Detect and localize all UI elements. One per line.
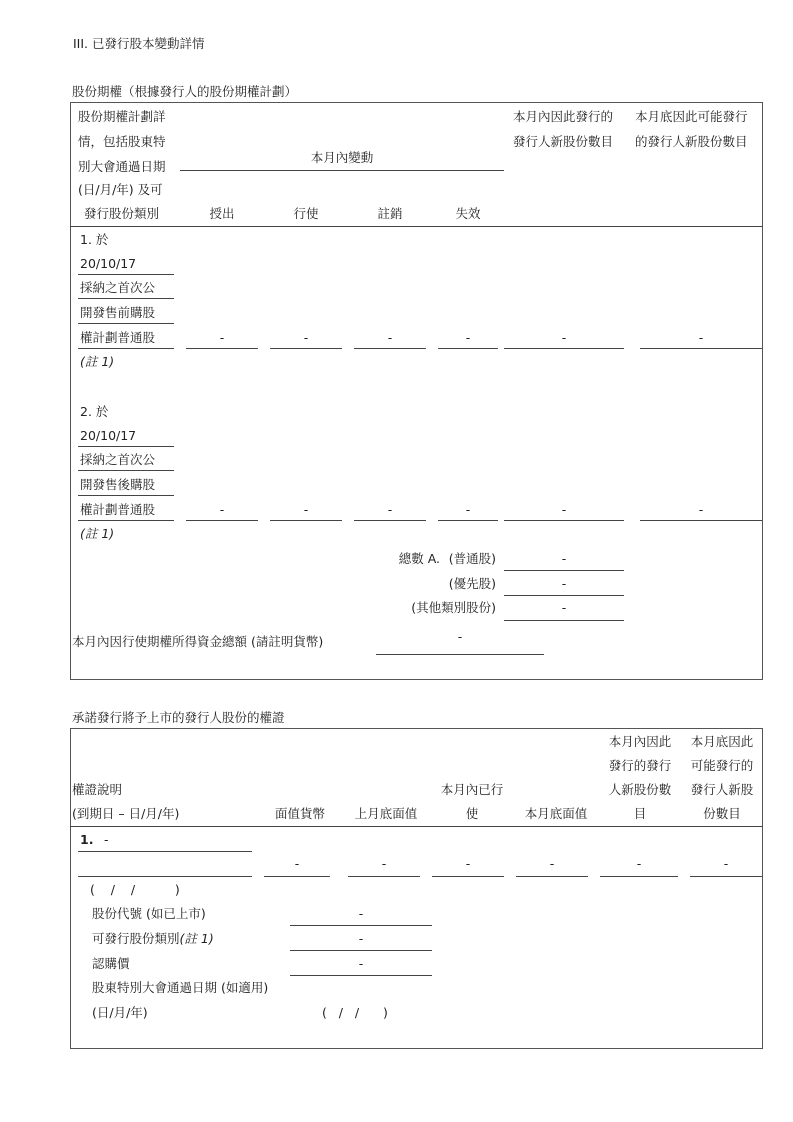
scheme-1-granted: -: [219, 330, 225, 345]
warrants-header-divider: [70, 826, 763, 827]
share-class-note: (註 1): [179, 931, 214, 946]
warrant-desc-header-l2: (到期日 – 日/月/年): [72, 806, 180, 821]
scheme-1-possible-shares-rule: [640, 348, 762, 349]
warrant-1-prev-month: -: [381, 856, 387, 871]
scheme-2-exercised-rule: [270, 520, 342, 521]
proceeds-value: -: [457, 629, 463, 644]
scheme-2-possible-shares: -: [698, 502, 704, 517]
scheme-1-line-3: 採納之首次公: [80, 280, 156, 295]
options-title: 股份期權（根據發行人的股份期權計劃）: [72, 84, 298, 99]
scheme-1-line-1: 1. 於: [80, 232, 109, 247]
share-class-label: 可發行股份類別: [92, 931, 180, 946]
options-col1-header-l5: 發行股份類別: [84, 206, 160, 221]
warrant-currency-header: 面值貨幣: [274, 806, 325, 821]
warrant-1-possible-shares-rule: [690, 876, 762, 877]
warrant-1-name-rule: [78, 851, 252, 852]
warrant-1-number: 1.: [80, 832, 94, 847]
warrant-1-currency-rule: [264, 876, 330, 877]
warrant-1-currency: -: [294, 856, 300, 871]
options-header-divider: [70, 226, 763, 227]
warrant-possible-shares-header-l1: 本月底因此: [690, 734, 754, 749]
scheme-1-exercised-rule: [270, 348, 342, 349]
scheme-2-rule-3: [78, 495, 174, 496]
scheme-2-note: (註 1): [80, 526, 115, 541]
exercised-header: 行使: [293, 206, 319, 221]
scheme-2-cancelled-rule: [354, 520, 426, 521]
scheme-1-rule-1: [78, 274, 174, 275]
warrant-1-exercised: -: [465, 856, 471, 871]
scheme-2-lapsed-rule: [438, 520, 498, 521]
scheme-2-line-1: 2. 於: [80, 404, 109, 419]
subscription-price-label: 認購價: [92, 956, 130, 971]
scheme-1-rule-2: [78, 298, 174, 299]
warrant-1-blank-rule: [78, 876, 252, 877]
totals-label: 總數 A.: [398, 551, 440, 566]
warrant-exercised-header-l2: 使: [465, 806, 479, 821]
warrant-possible-shares-header-l4: 份數目: [703, 806, 741, 821]
proceeds-label: 本月內因行使期權所得資金總額 (請註明貨幣): [72, 634, 324, 649]
warrant-possible-shares-header-l2: 可能發行的: [690, 758, 754, 773]
totals-ordinary-label: (普通股): [448, 551, 496, 566]
totals-other-value: -: [561, 600, 567, 615]
stock-code-value: -: [358, 906, 364, 921]
warrant-new-shares-header-l2: 發行的發行: [608, 758, 672, 773]
scheme-1-cancelled-rule: [354, 348, 426, 349]
scheme-1-possible-shares: -: [698, 330, 704, 345]
warrant-new-shares-header-l1: 本月內因此: [608, 734, 672, 749]
movement-underline: [180, 170, 504, 171]
scheme-1-new-shares: -: [561, 330, 567, 345]
totals-ordinary-rule: [504, 570, 624, 571]
warrant-new-shares-header-l4: 目: [633, 806, 647, 821]
warrant-1-month-end: -: [549, 856, 555, 871]
totals-other-rule: [504, 620, 624, 621]
options-col1-header-l4: (日/月/年) 及可: [78, 182, 163, 197]
totals-preference-rule: [504, 595, 624, 596]
lapsed-header: 失效: [455, 206, 481, 221]
egm-date-value: ( / / ): [322, 1005, 388, 1020]
warrant-1-exercised-rule: [432, 876, 504, 877]
stock-code-rule: [290, 925, 432, 926]
granted-header: 授出: [209, 206, 235, 221]
warrant-1-new-shares-rule: [600, 876, 678, 877]
totals-other-label: (其他類別股份): [411, 600, 496, 615]
egm-date-format: (日/月/年): [92, 1005, 148, 1020]
warrant-1-expiry: ( / / ): [90, 882, 180, 897]
possible-shares-header-l2: 的發行人新股份數目: [635, 134, 748, 149]
totals-preference-label: (優先股): [448, 576, 496, 591]
scheme-2-line-5: 權計劃普通股: [80, 502, 156, 517]
section-title: III. 已發行股本變動詳情: [73, 36, 205, 51]
scheme-1-new-shares-rule: [504, 348, 624, 349]
cancelled-header: 註銷: [377, 206, 403, 221]
scheme-1-line-2: 20/10/17: [80, 256, 137, 271]
totals-preference-value: -: [561, 576, 567, 591]
share-class-label-group: [92, 931, 214, 947]
scheme-2-lapsed: -: [465, 502, 471, 517]
movement-header: 本月內變動: [310, 150, 374, 165]
share-class-value: -: [358, 931, 364, 946]
scheme-2-cancelled: -: [387, 502, 393, 517]
scheme-2-line-4: 開發售後購股: [80, 477, 156, 492]
warrant-possible-shares-header-l3: 發行人新股: [690, 782, 754, 797]
scheme-1-cancelled: -: [387, 330, 393, 345]
scheme-1-rule-4: [78, 348, 174, 349]
options-table: [70, 102, 763, 680]
scheme-2-line-2: 20/10/17: [80, 428, 137, 443]
scheme-1-granted-rule: [186, 348, 258, 349]
warrant-prev-month-header: 上月底面值: [354, 806, 418, 821]
options-col1-header-l1: 股份期權計劃詳: [78, 109, 166, 124]
share-class-rule: [290, 950, 432, 951]
warrant-month-end-header: 本月底面值: [524, 806, 588, 821]
warrant-1-month-end-rule: [516, 876, 588, 877]
scheme-2-line-3: 採納之首次公: [80, 452, 156, 467]
possible-shares-header-l1: 本月底因此可能發行: [635, 109, 748, 124]
warrant-desc-header-l1: 權證說明: [72, 782, 123, 797]
warrant-new-shares-header-l3: 人新股份數: [608, 782, 672, 797]
scheme-2-granted-rule: [186, 520, 258, 521]
warrant-1-name: -: [104, 832, 109, 847]
scheme-2-rule-4: [78, 520, 174, 521]
egm-date-label: 股東特別大會通過日期 (如適用): [92, 980, 269, 995]
scheme-2-rule-2: [78, 470, 174, 471]
scheme-2-possible-shares-rule: [640, 520, 762, 521]
warrant-1-possible-shares: -: [723, 856, 729, 871]
scheme-2-new-shares: -: [561, 502, 567, 517]
subscription-price-value: -: [358, 956, 364, 971]
scheme-1-line-4: 開發售前購股: [80, 305, 156, 320]
stock-code-label: 股份代號 (如已上市): [92, 906, 206, 921]
warrant-exercised-header-l1: 本月內已行: [440, 782, 504, 797]
scheme-1-note: (註 1): [80, 354, 115, 369]
options-col1-header-l3: 別大會通過日期: [78, 159, 166, 174]
warrant-1-new-shares: -: [636, 856, 642, 871]
totals-ordinary-value: -: [561, 551, 567, 566]
scheme-1-rule-3: [78, 323, 174, 324]
warrant-1-prev-month-rule: [348, 876, 420, 877]
scheme-2-new-shares-rule: [504, 520, 624, 521]
scheme-1-lapsed: -: [465, 330, 471, 345]
warrants-title: 承諾發行將予上市的發行人股份的權證: [72, 710, 285, 725]
scheme-2-rule-1: [78, 446, 174, 447]
scheme-1-lapsed-rule: [438, 348, 498, 349]
new-shares-header-l2: 發行人新股份數目: [513, 134, 614, 149]
new-shares-header-l1: 本月內因此發行的: [513, 109, 614, 124]
scheme-1-line-5: 權計劃普通股: [80, 330, 156, 345]
proceeds-rule: [376, 654, 544, 655]
options-col1-header-l2: 情，包括股東特: [78, 134, 166, 149]
scheme-2-exercised: -: [303, 502, 309, 517]
subscription-price-rule: [290, 975, 432, 976]
scheme-1-exercised: -: [303, 330, 309, 345]
scheme-2-granted: -: [219, 502, 225, 517]
